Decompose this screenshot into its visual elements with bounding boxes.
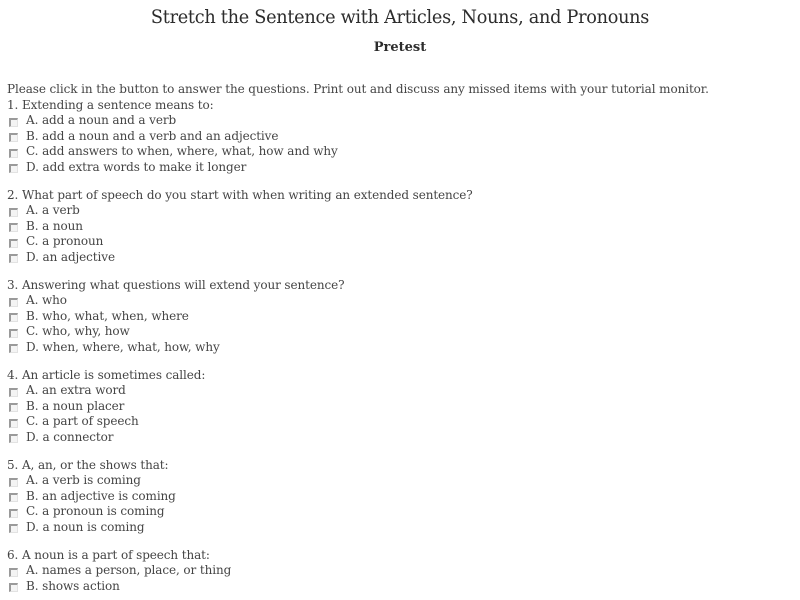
radio-button-icon[interactable] [9,419,18,428]
option-label: C. a pronoun is coming [26,504,165,518]
radio-button-icon[interactable] [9,254,18,263]
option-1b[interactable] [7,129,797,145]
option-5d[interactable] [7,520,797,536]
option-label: D. when, where, what, how, why [26,339,220,354]
radio-button-icon[interactable] [9,403,18,412]
option-2c[interactable] [7,234,797,250]
option-label: B. a noun [26,218,83,233]
radio-button-icon[interactable] [9,239,18,248]
question-5 [7,458,797,536]
option-4a[interactable] [7,383,797,399]
option-4b[interactable] [7,399,797,415]
option-label: A. a verb [26,203,80,217]
option-label: D. an adjective [26,249,115,264]
radio-button-icon[interactable] [9,388,18,397]
page-subtitle: Pretest [373,40,427,55]
question-text: 1. Extending a sentence means to: [7,97,214,112]
option-1d[interactable] [7,160,797,176]
question-text: 3. Answering what questions will extend your sentence? [7,277,345,292]
option-label: C. who, why, how [26,324,130,338]
radio-button-icon[interactable] [9,133,18,142]
radio-button-icon[interactable] [9,149,18,158]
option-label: C. add answers to when, where, what, how and why [26,144,338,158]
option-6b[interactable] [7,579,797,595]
option-1a[interactable] [7,113,797,129]
option-3a[interactable] [7,293,797,309]
option-4c[interactable] [7,414,797,430]
option-label: A. who [26,293,67,307]
option-label: B. an adjective is coming [26,488,176,503]
option-label: D. a connector [26,429,114,444]
option-3d[interactable] [7,340,797,356]
radio-button-icon[interactable] [9,344,18,353]
option-label: A. add a noun and a verb [26,113,177,127]
option-label: A. a verb is coming [26,473,141,487]
question-6 [7,548,797,595]
question-text: 2. What part of speech do you start with when writing an extended sentence? [7,187,473,202]
radio-button-icon[interactable] [9,118,18,127]
option-label: D. a noun is coming [26,519,145,534]
question-text: 5. A, an, or the shows that: [7,457,169,472]
option-label: B. a noun placer [26,398,125,413]
option-label: D. add extra words to make it longer [26,159,247,174]
radio-button-icon[interactable] [9,208,18,217]
quiz-content [7,82,797,600]
option-2b[interactable] [7,219,797,235]
question-text: 6. A noun is a part of speech that: [7,547,210,562]
radio-button-icon[interactable] [9,298,18,307]
radio-button-icon[interactable] [9,329,18,338]
radio-button-icon[interactable] [9,434,18,443]
question-1 [7,98,797,176]
option-6a[interactable] [7,563,797,579]
option-3b[interactable] [7,309,797,325]
option-5c[interactable] [7,504,797,520]
radio-button-icon[interactable] [9,313,18,322]
radio-button-icon[interactable] [9,493,18,502]
question-3 [7,278,797,356]
radio-button-icon[interactable] [9,223,18,232]
question-text: 4. An article is sometimes called: [7,367,206,382]
option-2d[interactable] [7,250,797,266]
option-label: C. a part of speech [26,414,139,428]
page-title: Stretch the Sentence with Articles, Nouns, and Pronouns [150,6,650,28]
instructions-text: Please click in the button to answer the questions. Print out and discuss any missed items with your tutorial monitor. [7,82,709,96]
radio-button-icon[interactable] [9,583,18,592]
option-label: C. a pronoun [26,234,104,248]
radio-button-icon[interactable] [9,524,18,533]
option-5a[interactable] [7,473,797,489]
option-1c[interactable] [7,144,797,160]
option-label: B. who, what, when, where [26,308,189,323]
option-3c[interactable] [7,324,797,340]
radio-button-icon[interactable] [9,568,18,577]
option-label: A. names a person, place, or thing [26,563,232,577]
question-2 [7,188,797,266]
question-4 [7,368,797,446]
option-label: B. add a noun and a verb and an adjective [26,128,279,143]
option-label: B. shows action [26,578,120,593]
option-label: A. an extra word [26,383,126,397]
option-4d[interactable] [7,430,797,446]
radio-button-icon[interactable] [9,509,18,518]
option-5b[interactable] [7,489,797,505]
option-2a[interactable] [7,203,797,219]
radio-button-icon[interactable] [9,164,18,173]
radio-button-icon[interactable] [9,478,18,487]
